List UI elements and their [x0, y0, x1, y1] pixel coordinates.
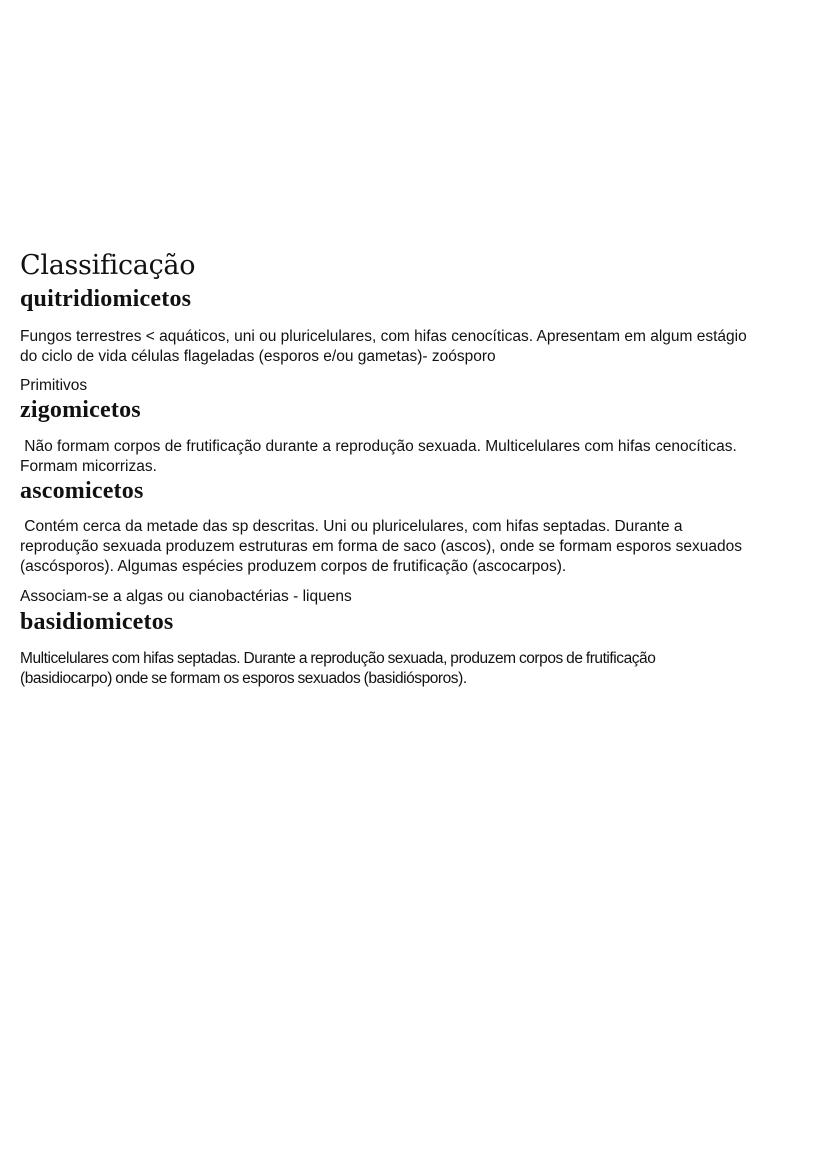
section-paragraph-quitridiomicetos [20, 327, 747, 367]
paragraph-line: do ciclo de vida células flageladas (esporos e/ou gametas)- zoósporo [20, 348, 496, 365]
section-note-primitivos: Primitivos [20, 377, 88, 394]
section-heading-quitridiomicetos: quitridiomicetos [20, 286, 192, 312]
section-heading-basidiomicetos: basidiomicetos [20, 609, 174, 635]
section-heading-ascomicetos: ascomicetos [20, 478, 144, 504]
section-paragraph-ascomicetos [20, 517, 742, 577]
paragraph-line: Formam micorrizas. [20, 458, 157, 475]
paragraph-line: (ascósporos). Algumas espécies produzem corpos de frutificação (ascocarpos). [20, 558, 567, 575]
section-paragraph-zigomicetos [20, 437, 737, 477]
section-heading-zigomicetos: zigomicetos [20, 397, 141, 423]
paragraph-line: Multicelulares com hifas septadas. Durante a reprodução sexuada, produzem corpos de frutificação [20, 650, 656, 667]
page-title: Classificação [20, 250, 196, 281]
paragraph-line: Não formam corpos de frutificação durante a reprodução sexuada. Multicelulares com hifas cenocíticas. [20, 438, 737, 455]
paragraph-line: reprodução sexuada produzem estruturas em forma de saco (ascos), onde se formam esporos sexuados [20, 538, 742, 555]
paragraph-line: Contém cerca da metade das sp descritas. Uni ou pluricelulares, com hifas septadas. Durante a [20, 518, 683, 535]
paragraph-line: (basidiocarpo) onde se formam os esporos sexuados (basidiósporos). [20, 670, 467, 687]
section-note-liquens: Associam-se a algas ou cianobactérias - liquens [20, 588, 352, 605]
section-paragraph-basidiomicetos [20, 649, 655, 689]
paragraph-line: Fungos terrestres < aquáticos, uni ou pluricelulares, com hifas cenocíticas. Apresentam em algum estágio [20, 328, 747, 345]
